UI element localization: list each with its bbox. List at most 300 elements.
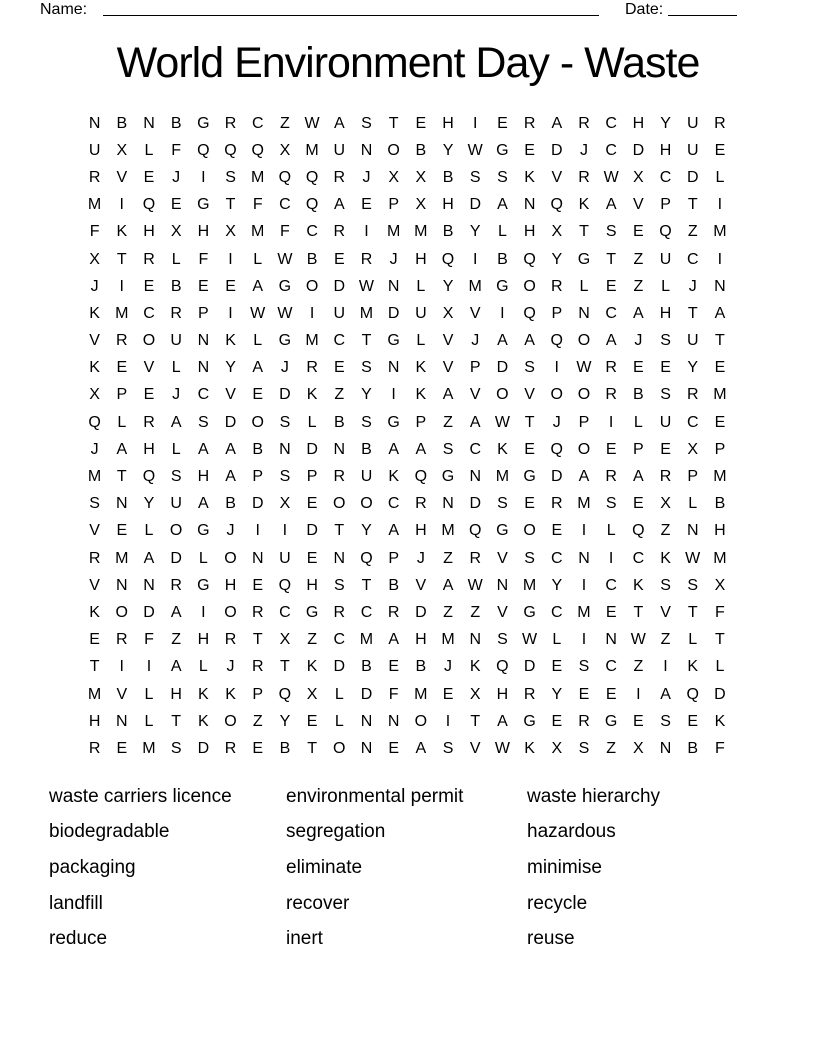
- grid-cell[interactable]: L: [688, 495, 698, 513]
- grid-cell[interactable]: B: [225, 495, 236, 513]
- grid-cell[interactable]: Y: [279, 712, 291, 730]
- grid-cell[interactable]: Y: [551, 250, 563, 268]
- grid-cell[interactable]: D: [306, 522, 318, 540]
- grid-cell[interactable]: R: [578, 114, 590, 132]
- grid-cell[interactable]: L: [253, 332, 263, 350]
- grid-cell[interactable]: E: [170, 196, 182, 214]
- grid-cell[interactable]: U: [333, 141, 346, 159]
- grid-cell[interactable]: L: [688, 631, 698, 649]
- grid-cell[interactable]: R: [170, 576, 182, 594]
- grid-cell[interactable]: M: [87, 468, 102, 486]
- grid-cell[interactable]: C: [333, 332, 346, 350]
- grid-cell[interactable]: S: [170, 739, 182, 757]
- grid-cell[interactable]: N: [523, 196, 536, 214]
- grid-cell[interactable]: O: [577, 386, 591, 404]
- grid-cell[interactable]: E: [714, 141, 726, 159]
- grid-cell[interactable]: I: [472, 114, 478, 132]
- grid-cell[interactable]: M: [386, 223, 401, 241]
- grid-cell[interactable]: N: [197, 332, 210, 350]
- grid-cell[interactable]: C: [605, 114, 617, 132]
- grid-cell[interactable]: H: [659, 304, 672, 322]
- grid-cell[interactable]: X: [633, 168, 644, 186]
- grid-cell[interactable]: S: [361, 359, 372, 377]
- grid-cell[interactable]: R: [88, 168, 101, 186]
- grid-cell[interactable]: Y: [442, 141, 454, 159]
- grid-cell[interactable]: N: [387, 712, 400, 730]
- grid-cell[interactable]: H: [714, 522, 726, 540]
- grid-cell[interactable]: Z: [252, 712, 263, 730]
- grid-cell[interactable]: V: [633, 196, 644, 214]
- grid-cell[interactable]: X: [116, 141, 128, 159]
- grid-cell[interactable]: L: [198, 658, 208, 676]
- grid-cell[interactable]: K: [660, 549, 671, 567]
- grid-cell[interactable]: J: [416, 549, 425, 567]
- grid-cell[interactable]: M: [251, 223, 265, 241]
- grid-cell[interactable]: H: [197, 468, 210, 486]
- grid-cell[interactable]: T: [171, 712, 182, 730]
- grid-cell[interactable]: B: [361, 440, 372, 458]
- grid-cell[interactable]: W: [630, 631, 646, 649]
- grid-cell[interactable]: D: [333, 277, 346, 295]
- grid-cell[interactable]: R: [360, 250, 373, 268]
- grid-cell[interactable]: B: [279, 739, 291, 757]
- grid-cell[interactable]: L: [416, 332, 426, 350]
- grid-cell[interactable]: Z: [443, 603, 453, 621]
- grid-cell[interactable]: J: [172, 168, 181, 186]
- grid-cell[interactable]: S: [442, 440, 454, 458]
- grid-cell[interactable]: S: [279, 468, 291, 486]
- grid-cell[interactable]: E: [551, 712, 563, 730]
- grid-cell[interactable]: L: [579, 277, 589, 295]
- grid-cell[interactable]: M: [359, 304, 374, 322]
- grid-cell[interactable]: O: [305, 277, 319, 295]
- grid-cell[interactable]: K: [116, 223, 128, 241]
- grid-cell[interactable]: E: [252, 739, 264, 757]
- grid-cell[interactable]: W: [358, 277, 375, 295]
- grid-cell[interactable]: J: [444, 658, 453, 676]
- grid-cell[interactable]: N: [360, 739, 373, 757]
- grid-cell[interactable]: D: [496, 359, 509, 377]
- grid-cell[interactable]: M: [414, 685, 428, 703]
- grid-cell[interactable]: A: [497, 196, 508, 214]
- grid-cell[interactable]: D: [170, 549, 182, 567]
- grid-cell[interactable]: Y: [361, 522, 372, 540]
- grid-cell[interactable]: B: [252, 440, 264, 458]
- grid-cell[interactable]: V: [89, 332, 100, 350]
- grid-cell[interactable]: E: [306, 495, 318, 513]
- grid-cell[interactable]: G: [441, 468, 455, 486]
- grid-cell[interactable]: V: [469, 386, 481, 404]
- grid-cell[interactable]: C: [605, 576, 617, 594]
- grid-cell[interactable]: Q: [197, 141, 210, 159]
- grid-cell[interactable]: T: [116, 468, 127, 486]
- grid-cell[interactable]: F: [171, 141, 182, 159]
- grid-cell[interactable]: I: [636, 685, 641, 703]
- grid-cell[interactable]: K: [306, 658, 318, 676]
- grid-cell[interactable]: O: [333, 495, 346, 513]
- grid-cell[interactable]: X: [89, 386, 100, 404]
- grid-cell[interactable]: V: [89, 576, 100, 594]
- grid-cell[interactable]: K: [469, 658, 481, 676]
- grid-cell[interactable]: Q: [686, 685, 699, 703]
- grid-cell[interactable]: U: [279, 549, 291, 567]
- grid-cell[interactable]: H: [415, 631, 427, 649]
- grid-cell[interactable]: L: [715, 168, 725, 186]
- grid-cell[interactable]: E: [605, 685, 617, 703]
- grid-cell[interactable]: L: [198, 549, 208, 567]
- grid-cell[interactable]: R: [605, 468, 617, 486]
- grid-cell[interactable]: M: [495, 468, 510, 486]
- grid-cell[interactable]: R: [224, 631, 237, 649]
- grid-cell[interactable]: N: [469, 631, 481, 649]
- grid-cell[interactable]: N: [714, 277, 726, 295]
- grid-cell[interactable]: S: [361, 413, 372, 431]
- grid-cell[interactable]: S: [333, 576, 345, 594]
- grid-cell[interactable]: R: [88, 549, 101, 567]
- grid-cell[interactable]: A: [497, 332, 508, 350]
- grid-cell[interactable]: I: [119, 196, 124, 214]
- grid-cell[interactable]: M: [713, 468, 727, 486]
- grid-cell[interactable]: W: [467, 576, 483, 594]
- grid-cell[interactable]: L: [661, 277, 670, 295]
- grid-cell[interactable]: F: [715, 739, 725, 757]
- grid-cell[interactable]: U: [88, 141, 101, 159]
- grid-cell[interactable]: R: [143, 413, 155, 431]
- grid-cell[interactable]: R: [143, 250, 155, 268]
- grid-cell[interactable]: T: [633, 603, 644, 621]
- grid-cell[interactable]: B: [442, 168, 454, 186]
- grid-cell[interactable]: T: [334, 522, 345, 540]
- grid-cell[interactable]: E: [116, 739, 128, 757]
- grid-cell[interactable]: A: [252, 359, 264, 377]
- grid-cell[interactable]: E: [143, 386, 155, 404]
- grid-cell[interactable]: S: [198, 413, 209, 431]
- grid-cell[interactable]: C: [387, 495, 400, 513]
- grid-cell[interactable]: C: [333, 631, 346, 649]
- grid-cell[interactable]: H: [88, 712, 101, 730]
- grid-cell[interactable]: A: [170, 603, 182, 621]
- grid-cell[interactable]: A: [551, 114, 563, 132]
- grid-cell[interactable]: S: [660, 332, 671, 350]
- grid-cell[interactable]: Z: [660, 522, 671, 540]
- grid-cell[interactable]: V: [116, 168, 128, 186]
- grid-cell[interactable]: D: [224, 413, 237, 431]
- grid-cell[interactable]: E: [415, 114, 427, 132]
- grid-cell[interactable]: E: [524, 141, 535, 159]
- grid-cell[interactable]: Z: [307, 631, 317, 649]
- grid-cell[interactable]: K: [524, 168, 535, 186]
- grid-cell[interactable]: X: [633, 739, 644, 757]
- grid-cell[interactable]: W: [522, 631, 538, 649]
- grid-cell[interactable]: D: [686, 168, 699, 186]
- grid-cell[interactable]: P: [116, 386, 128, 404]
- grid-cell[interactable]: A: [333, 196, 345, 214]
- grid-cell[interactable]: T: [687, 603, 698, 621]
- grid-cell[interactable]: E: [660, 440, 671, 458]
- grid-cell[interactable]: C: [632, 549, 645, 567]
- grid-cell[interactable]: X: [415, 168, 427, 186]
- grid-cell[interactable]: E: [442, 685, 454, 703]
- grid-cell[interactable]: X: [687, 440, 699, 458]
- grid-cell[interactable]: D: [551, 141, 563, 159]
- grid-cell[interactable]: Z: [334, 386, 345, 404]
- grid-cell[interactable]: G: [577, 250, 591, 268]
- grid-cell[interactable]: B: [687, 739, 699, 757]
- grid-cell[interactable]: C: [279, 603, 291, 621]
- grid-cell[interactable]: R: [578, 168, 590, 186]
- grid-cell[interactable]: I: [391, 386, 396, 404]
- grid-cell[interactable]: L: [497, 223, 507, 241]
- grid-cell[interactable]: N: [387, 359, 400, 377]
- grid-cell[interactable]: E: [89, 631, 100, 649]
- grid-cell[interactable]: R: [551, 277, 563, 295]
- grid-cell[interactable]: X: [442, 304, 454, 322]
- grid-cell[interactable]: N: [442, 495, 454, 513]
- grid-cell[interactable]: K: [578, 196, 590, 214]
- grid-cell[interactable]: N: [251, 549, 264, 567]
- grid-cell[interactable]: S: [578, 658, 590, 676]
- grid-cell[interactable]: G: [523, 712, 536, 730]
- grid-cell[interactable]: B: [415, 141, 427, 159]
- grid-cell[interactable]: E: [143, 277, 155, 295]
- grid-cell[interactable]: T: [715, 631, 725, 649]
- grid-cell[interactable]: O: [496, 386, 509, 404]
- grid-cell[interactable]: E: [116, 359, 128, 377]
- grid-cell[interactable]: Q: [224, 141, 237, 159]
- grid-cell[interactable]: H: [523, 223, 536, 241]
- grid-cell[interactable]: S: [361, 114, 372, 132]
- grid-cell[interactable]: E: [361, 196, 372, 214]
- grid-cell[interactable]: O: [169, 522, 183, 540]
- grid-cell[interactable]: R: [714, 114, 726, 132]
- grid-cell[interactable]: R: [88, 739, 101, 757]
- grid-cell[interactable]: I: [228, 304, 233, 322]
- grid-cell[interactable]: S: [225, 168, 236, 186]
- grid-cell[interactable]: A: [442, 386, 454, 404]
- grid-cell[interactable]: H: [170, 685, 182, 703]
- grid-cell[interactable]: H: [415, 522, 427, 540]
- grid-cell[interactable]: K: [89, 603, 100, 621]
- grid-cell[interactable]: T: [715, 332, 725, 350]
- grid-cell[interactable]: H: [197, 223, 210, 241]
- grid-cell[interactable]: P: [578, 413, 590, 431]
- grid-cell[interactable]: R: [551, 495, 563, 513]
- grid-cell[interactable]: P: [198, 304, 209, 322]
- grid-cell[interactable]: D: [415, 603, 427, 621]
- grid-cell[interactable]: Q: [278, 685, 292, 703]
- grid-cell[interactable]: Y: [143, 495, 155, 513]
- grid-cell[interactable]: E: [551, 522, 563, 540]
- grid-cell[interactable]: V: [225, 386, 236, 404]
- grid-cell[interactable]: Z: [633, 250, 644, 268]
- grid-cell[interactable]: L: [253, 250, 263, 268]
- grid-cell[interactable]: F: [89, 223, 100, 241]
- grid-cell[interactable]: A: [415, 739, 427, 757]
- grid-cell[interactable]: C: [469, 440, 481, 458]
- grid-cell[interactable]: L: [144, 522, 154, 540]
- grid-cell[interactable]: B: [333, 413, 345, 431]
- grid-cell[interactable]: M: [577, 603, 591, 621]
- grid-cell[interactable]: Y: [442, 277, 454, 295]
- grid-cell[interactable]: Q: [468, 522, 482, 540]
- grid-cell[interactable]: A: [469, 413, 481, 431]
- grid-cell[interactable]: P: [388, 196, 399, 214]
- grid-cell[interactable]: X: [279, 141, 291, 159]
- grid-cell[interactable]: K: [225, 685, 236, 703]
- grid-cell[interactable]: O: [577, 332, 591, 350]
- grid-cell[interactable]: C: [306, 223, 318, 241]
- grid-cell[interactable]: S: [524, 549, 535, 567]
- grid-cell[interactable]: L: [144, 712, 154, 730]
- grid-cell[interactable]: M: [577, 495, 591, 513]
- grid-cell[interactable]: A: [116, 440, 128, 458]
- grid-cell[interactable]: O: [333, 739, 346, 757]
- grid-cell[interactable]: Y: [551, 576, 563, 594]
- grid-cell[interactable]: Z: [687, 223, 698, 241]
- grid-cell[interactable]: N: [143, 114, 155, 132]
- grid-cell[interactable]: G: [197, 522, 210, 540]
- grid-cell[interactable]: E: [660, 359, 671, 377]
- grid-cell[interactable]: P: [660, 196, 671, 214]
- grid-cell[interactable]: K: [714, 712, 726, 730]
- grid-cell[interactable]: A: [198, 495, 209, 513]
- grid-cell[interactable]: R: [578, 712, 590, 730]
- grid-cell[interactable]: M: [87, 685, 102, 703]
- grid-cell[interactable]: A: [170, 413, 182, 431]
- grid-cell[interactable]: L: [144, 685, 154, 703]
- grid-cell[interactable]: T: [524, 413, 535, 431]
- grid-cell[interactable]: P: [714, 440, 726, 458]
- grid-cell[interactable]: Q: [441, 250, 455, 268]
- grid-cell[interactable]: K: [687, 658, 699, 676]
- grid-cell[interactable]: R: [251, 658, 264, 676]
- grid-cell[interactable]: D: [279, 386, 291, 404]
- grid-cell[interactable]: V: [89, 522, 100, 540]
- grid-cell[interactable]: H: [197, 631, 210, 649]
- grid-cell[interactable]: J: [471, 332, 480, 350]
- grid-cell[interactable]: E: [252, 576, 264, 594]
- grid-cell[interactable]: P: [633, 440, 644, 458]
- grid-cell[interactable]: E: [605, 277, 617, 295]
- grid-cell[interactable]: E: [306, 712, 318, 730]
- grid-cell[interactable]: G: [523, 603, 536, 621]
- grid-cell[interactable]: Q: [251, 141, 264, 159]
- grid-cell[interactable]: K: [89, 304, 100, 322]
- grid-cell[interactable]: Q: [496, 658, 509, 676]
- grid-cell[interactable]: G: [305, 603, 319, 621]
- grid-cell[interactable]: J: [280, 359, 289, 377]
- grid-cell[interactable]: X: [225, 223, 236, 241]
- grid-cell[interactable]: Q: [305, 196, 319, 214]
- grid-cell[interactable]: L: [171, 359, 181, 377]
- grid-cell[interactable]: Z: [660, 631, 671, 649]
- grid-cell[interactable]: P: [687, 468, 699, 486]
- grid-cell[interactable]: B: [714, 495, 726, 513]
- grid-cell[interactable]: M: [522, 576, 537, 594]
- grid-cell[interactable]: Y: [225, 359, 236, 377]
- grid-cell[interactable]: L: [307, 413, 317, 431]
- grid-cell[interactable]: S: [89, 495, 100, 513]
- grid-cell[interactable]: E: [116, 522, 128, 540]
- grid-cell[interactable]: M: [713, 549, 727, 567]
- grid-cell[interactable]: A: [252, 277, 264, 295]
- grid-cell[interactable]: K: [633, 576, 644, 594]
- grid-cell[interactable]: K: [306, 386, 318, 404]
- grid-cell[interactable]: V: [524, 386, 535, 404]
- grid-cell[interactable]: R: [116, 631, 128, 649]
- grid-cell[interactable]: D: [632, 141, 645, 159]
- grid-cell[interactable]: U: [333, 304, 346, 322]
- grid-cell[interactable]: G: [387, 332, 400, 350]
- grid-cell[interactable]: N: [116, 712, 128, 730]
- grid-cell[interactable]: R: [333, 468, 346, 486]
- grid-cell[interactable]: A: [225, 468, 236, 486]
- grid-cell[interactable]: V: [415, 576, 427, 594]
- grid-cell[interactable]: Z: [443, 549, 453, 567]
- grid-cell[interactable]: I: [228, 250, 233, 268]
- grid-cell[interactable]: B: [170, 277, 182, 295]
- grid-cell[interactable]: Z: [470, 603, 481, 621]
- grid-cell[interactable]: E: [633, 495, 644, 513]
- grid-cell[interactable]: I: [201, 603, 206, 621]
- grid-cell[interactable]: Q: [278, 576, 292, 594]
- grid-cell[interactable]: N: [333, 440, 346, 458]
- grid-cell[interactable]: G: [197, 576, 210, 594]
- grid-cell[interactable]: K: [198, 685, 209, 703]
- grid-cell[interactable]: N: [360, 141, 373, 159]
- grid-cell[interactable]: N: [143, 576, 155, 594]
- grid-cell[interactable]: H: [659, 141, 672, 159]
- grid-cell[interactable]: S: [578, 739, 590, 757]
- grid-cell[interactable]: N: [116, 495, 128, 513]
- grid-cell[interactable]: G: [197, 196, 210, 214]
- grid-cell[interactable]: E: [306, 549, 318, 567]
- grid-cell[interactable]: R: [523, 114, 536, 132]
- grid-cell[interactable]: U: [686, 141, 699, 159]
- grid-cell[interactable]: C: [279, 196, 291, 214]
- grid-cell[interactable]: N: [279, 440, 291, 458]
- grid-cell[interactable]: Q: [659, 223, 672, 241]
- grid-cell[interactable]: K: [497, 440, 508, 458]
- grid-cell[interactable]: X: [170, 223, 182, 241]
- grid-cell[interactable]: A: [388, 440, 399, 458]
- grid-cell[interactable]: A: [143, 549, 155, 567]
- grid-cell[interactable]: J: [579, 141, 588, 159]
- grid-cell[interactable]: I: [119, 658, 124, 676]
- grid-cell[interactable]: D: [333, 658, 346, 676]
- grid-cell[interactable]: G: [387, 413, 400, 431]
- grid-cell[interactable]: J: [226, 522, 235, 540]
- grid-cell[interactable]: H: [143, 223, 155, 241]
- grid-cell[interactable]: Z: [171, 631, 182, 649]
- grid-cell[interactable]: D: [551, 468, 563, 486]
- grid-cell[interactable]: A: [388, 631, 399, 649]
- grid-cell[interactable]: U: [360, 468, 373, 486]
- grid-cell[interactable]: O: [387, 141, 400, 159]
- grid-cell[interactable]: Q: [550, 196, 563, 214]
- grid-cell[interactable]: R: [605, 359, 617, 377]
- grid-cell[interactable]: E: [524, 495, 535, 513]
- grid-cell[interactable]: W: [467, 141, 483, 159]
- grid-cell[interactable]: M: [142, 739, 156, 757]
- grid-cell[interactable]: Z: [606, 739, 617, 757]
- grid-cell[interactable]: K: [388, 468, 399, 486]
- grid-cell[interactable]: O: [224, 603, 237, 621]
- grid-cell[interactable]: L: [606, 522, 616, 540]
- grid-cell[interactable]: D: [360, 685, 373, 703]
- grid-cell[interactable]: L: [715, 658, 725, 676]
- grid-cell[interactable]: I: [608, 413, 614, 431]
